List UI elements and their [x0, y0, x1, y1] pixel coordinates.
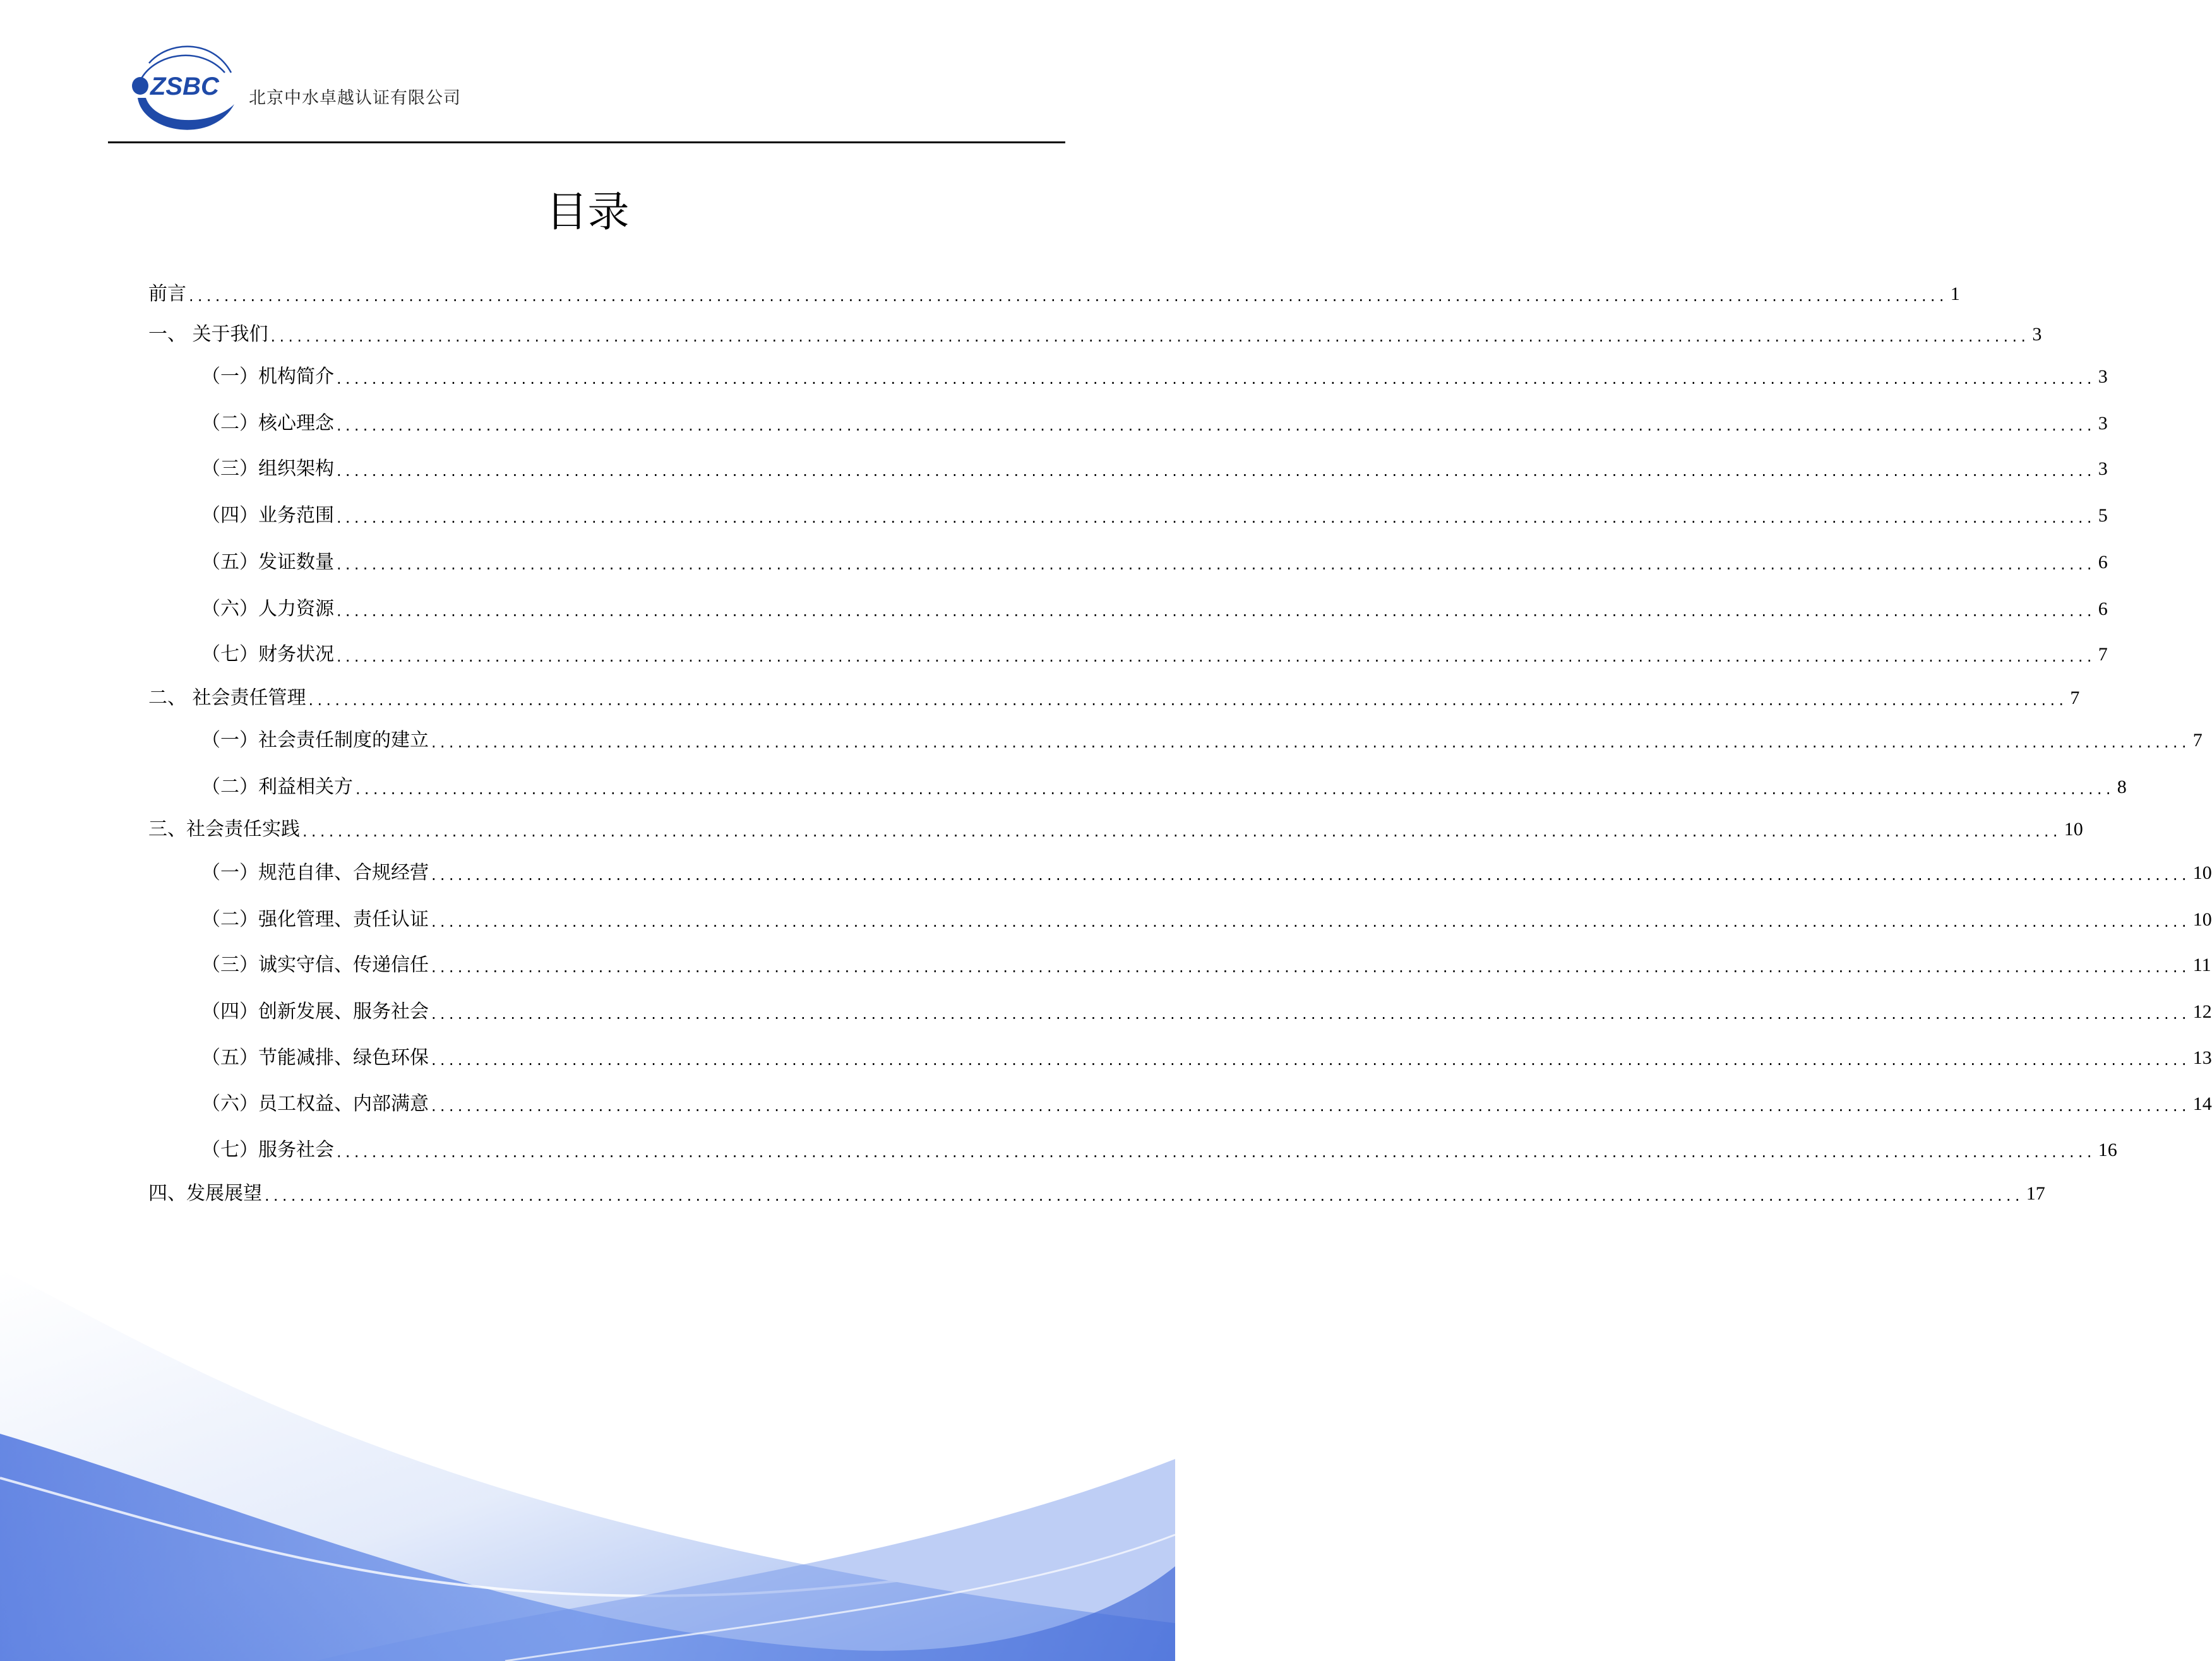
- toc-leader-dots: ........................................................................................................................................................................................................: [337, 556, 2096, 573]
- toc-entry[interactable]: [148, 642, 2108, 667]
- toc-leader-dots: ........................................................................................................................................................................................................: [265, 1187, 2024, 1205]
- toc-entry[interactable]: [148, 411, 2108, 436]
- toc-entry-number: （二）: [201, 776, 258, 798]
- toc-entry[interactable]: [148, 907, 2212, 932]
- toc-entry-page: 7: [2070, 688, 2080, 708]
- toc-entry-page: 10: [2192, 862, 2212, 883]
- toc-leader-dots: ........................................................................................................................................................................................................: [337, 370, 2096, 388]
- toc-entry[interactable]: [148, 775, 2127, 800]
- toc-entry[interactable]: [148, 364, 2108, 390]
- toc-entry-title: 核心理念: [258, 412, 334, 434]
- toc-leader-dots: ........................................................................................................................................................................................................: [302, 823, 2062, 840]
- header-divider: [108, 141, 1065, 143]
- zsbc-logo: [124, 38, 244, 136]
- toc-entry[interactable]: [148, 728, 2203, 753]
- toc-entry-number: （六）: [201, 598, 258, 620]
- toc-entry-title: 强化管理、责任认证: [258, 908, 429, 931]
- toc-leader-dots: ........................................................................................................................................................................................................: [189, 287, 1948, 305]
- toc-entry[interactable]: [148, 456, 2108, 482]
- toc-entry-number: （一）: [201, 366, 258, 388]
- toc-leader-dots: ........................................................................................................................................................................................................: [337, 462, 2096, 480]
- toc-entry-page: 8: [2117, 777, 2127, 797]
- toc-entry[interactable]: [148, 550, 2108, 575]
- toc-entry-number: （二）: [201, 412, 258, 434]
- toc-entry-page: 3: [2098, 366, 2108, 387]
- toc-entry-page: 3: [2032, 324, 2042, 345]
- toc-entry-page: 7: [2192, 730, 2203, 751]
- toc-entry-number: （一）: [201, 729, 258, 751]
- toc-entry[interactable]: [148, 282, 1960, 307]
- toc-entry[interactable]: [148, 322, 2042, 347]
- toc-entry-title: 人力资源: [258, 598, 334, 620]
- toc-entry-number: （七）: [201, 643, 258, 665]
- toc-entry[interactable]: [148, 686, 2080, 711]
- toc-entry-title: 一、 关于我们: [148, 323, 268, 345]
- toc-entry-number: （五）: [201, 551, 258, 573]
- toc-entry[interactable]: [148, 999, 2212, 1025]
- toc-entry-title: 社会责任制度的建立: [258, 729, 429, 751]
- toc-entry-page: 12: [2192, 1001, 2212, 1022]
- toc-leader-dots: ........................................................................................................................................................................................................: [337, 602, 2096, 620]
- toc-entry[interactable]: [148, 1045, 2212, 1071]
- toc-entry-title: 机构简介: [258, 366, 334, 388]
- toc-entry[interactable]: [148, 1092, 2212, 1117]
- page-title: 目录: [546, 188, 630, 236]
- toc-entry-number: （六）: [201, 1093, 258, 1115]
- decorative-wave-background: [0, 1270, 1175, 1661]
- toc-entry[interactable]: [148, 860, 2212, 886]
- toc-entry-title: 发证数量: [258, 551, 334, 573]
- toc-entry-number: （三）: [201, 954, 258, 976]
- toc-entry-page: 13: [2192, 1047, 2212, 1068]
- toc-leader-dots: ........................................................................................................................................................................................................: [356, 780, 2115, 798]
- toc-leader-dots: ........................................................................................................................................................................................................: [431, 734, 2191, 751]
- toc-leader-dots: ........................................................................................................................................................................................................: [337, 509, 2096, 527]
- toc-entry-title: 规范自律、合规经营: [258, 862, 429, 884]
- toc-entry-title: 前言: [148, 283, 186, 305]
- toc-entry[interactable]: [148, 817, 2083, 842]
- logo-text: ZSBC: [150, 73, 219, 100]
- toc-leader-dots: ........................................................................................................................................................................................................: [431, 1097, 2191, 1115]
- toc-entry[interactable]: [148, 597, 2108, 622]
- toc-entry[interactable]: [148, 1181, 2045, 1206]
- toc-entry-number: （四）: [201, 1001, 258, 1023]
- toc-leader-dots: ........................................................................................................................................................................................................: [431, 866, 2191, 884]
- toc-entry-page: 10: [2192, 909, 2212, 930]
- toc-leader-dots: ........................................................................................................................................................................................................: [337, 1143, 2096, 1161]
- toc-entry-title: 员工权益、内部满意: [258, 1093, 429, 1115]
- toc-entry-page: 1: [1950, 283, 1960, 304]
- toc-entry-title: 四、发展展望: [148, 1182, 262, 1205]
- toc-entry-number: （一）: [201, 862, 258, 884]
- company-name: 北京中水卓越认证有限公司: [249, 88, 461, 108]
- toc-entry-title: 二、 社会责任管理: [148, 687, 306, 709]
- toc-leader-dots: ........................................................................................................................................................................................................: [308, 691, 2068, 709]
- toc-entry-title: 诚实守信、传递信任: [258, 954, 429, 976]
- toc-entry-title: 服务社会: [258, 1139, 334, 1161]
- toc-entry[interactable]: [148, 503, 2108, 528]
- toc-entry-page: 17: [2026, 1183, 2045, 1204]
- toc-entry-title: 节能减排、绿色环保: [258, 1047, 429, 1069]
- toc-entry-number: （七）: [201, 1139, 258, 1161]
- toc-entry-title: 三、社会责任实践: [148, 818, 300, 840]
- toc-entry[interactable]: [148, 953, 2211, 978]
- toc-leader-dots: ........................................................................................................................................................................................................: [431, 958, 2191, 976]
- toc-leader-dots: ........................................................................................................................................................................................................: [337, 648, 2096, 665]
- toc-entry-page: 6: [2098, 552, 2108, 573]
- toc-leader-dots: ........................................................................................................................................................................................................: [431, 913, 2191, 931]
- toc-entry-page: 7: [2098, 644, 2108, 665]
- toc-entry-title: 业务范围: [258, 504, 334, 527]
- toc-entry-title: 创新发展、服务社会: [258, 1001, 429, 1023]
- toc-entry-page: 11: [2192, 955, 2211, 975]
- toc-entry-page: 3: [2098, 413, 2108, 434]
- toc-entry-page: 16: [2098, 1140, 2117, 1160]
- toc-entry-title: 利益相关方: [258, 776, 353, 798]
- toc-entry-number: （二）: [201, 908, 258, 931]
- toc-leader-dots: ........................................................................................................................................................................................................: [431, 1051, 2191, 1069]
- toc-entry-number: （五）: [201, 1047, 258, 1069]
- toc-entry-page: 5: [2098, 505, 2108, 526]
- toc-entry-number: （四）: [201, 504, 258, 527]
- toc-entry[interactable]: [148, 1138, 2117, 1163]
- toc-leader-dots: ........................................................................................................................................................................................................: [270, 328, 2030, 345]
- toc-leader-dots: ........................................................................................................................................................................................................: [337, 417, 2096, 434]
- toc-entry-title: 组织架构: [258, 458, 334, 480]
- toc-entry-page: 3: [2098, 458, 2108, 479]
- toc-leader-dots: ........................................................................................................................................................................................................: [431, 1005, 2191, 1023]
- toc-entry-number: （三）: [201, 458, 258, 480]
- toc-entry-title: 财务状况: [258, 643, 334, 665]
- toc-entry-page: 14: [2192, 1093, 2212, 1114]
- toc-entry-page: 6: [2098, 598, 2108, 619]
- toc-entry-page: 10: [2064, 819, 2083, 840]
